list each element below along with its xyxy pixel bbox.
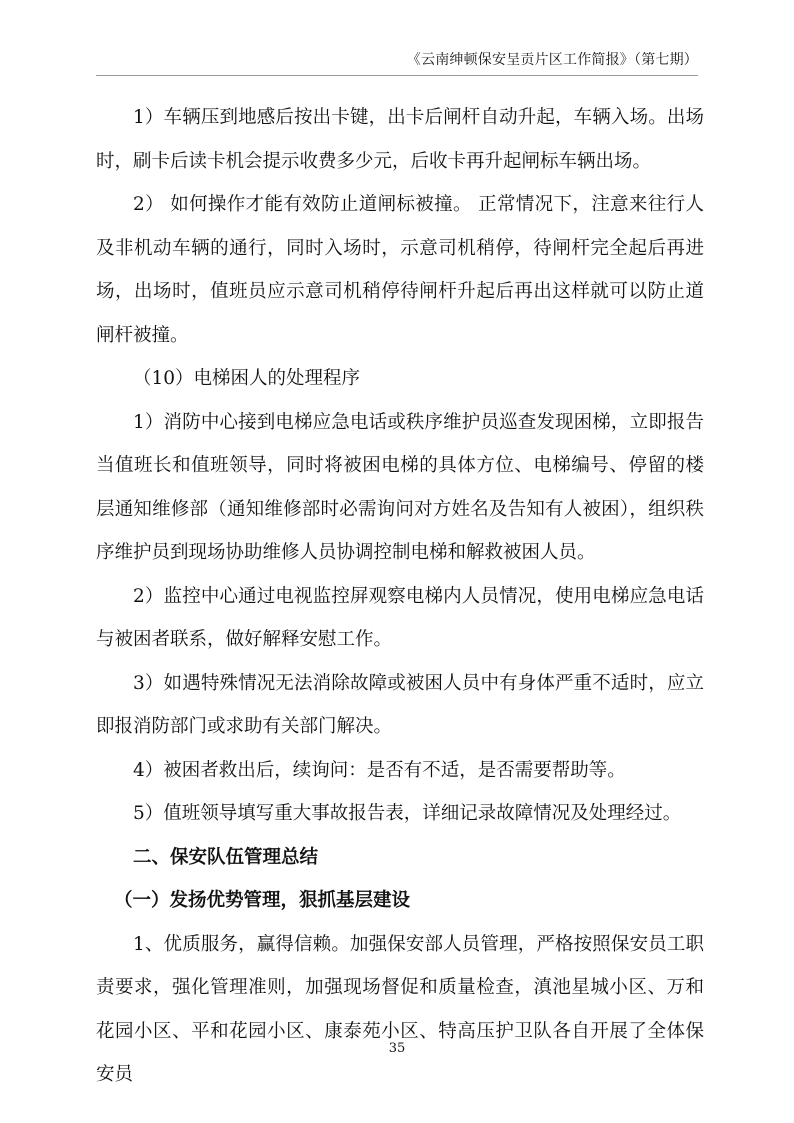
paragraph: 1）车辆压到地感后按出卡键，出卡后闸杆自动升起，车辆入场。出场时，刷卡后读卡机会提示收费多少元，后收卡再升起闸标车辆出场。 xyxy=(96,107,704,172)
paragraph: 1、优质服务，赢得信赖。加强保安部人员管理，严格按照保安员工职责要求，强化管理准则，加强现场督促和质量检查，滇池星城小区、万和花园小区、平和花园小区、康泰苑小区、特高压护卫队各自开展了全体保安员 xyxy=(96,933,704,1085)
subsection-heading: （一）发扬优势管理，狠抓基层建设 xyxy=(114,890,411,911)
paragraph: 4）被困者救出后，续询问：是否有不适，是否需要帮助等。 xyxy=(133,759,626,781)
paragraph: 3）如遇特殊情况无法消除故障或被困人员中有身体严重不适时，应立即报消防部门或求助有关部门解决。 xyxy=(96,672,704,737)
paragraph: 1）消防中心接到电梯应急电话或秩序维护员巡查发现困梯，立即报告当值班长和值班领导，同时将被困电梯的具体方位、电梯编号、停留的楼层通知维修部（通知维修部时必需询问对方姓名及告知有人被困），组织秩序维护员到现场协助维修人员协调控制电梯和解救被困人员。 xyxy=(96,411,704,563)
paragraph: 2） 如何操作才能有效防止道闸标被撞。 正常情况下，注意来往行人及非机动车辆的通行，同时入场时，示意司机稍停，待闸杆完全起后再进场，出场时，值班员应示意司机稍停待闸杆升起后再出这样就可以防止道闸杆被撞。 xyxy=(96,194,704,346)
page-header xyxy=(96,50,698,76)
running-title: 《云南绅顿保安呈贡片区工作简报》（第七期） xyxy=(406,52,698,68)
paragraph: 2）监控中心通过电视监控屏观察电梯内人员情况，使用电梯应急电话与被困者联系，做好解释安慰工作。 xyxy=(96,585,704,650)
paragraph: 5）值班领导填写重大事故报告表，详细记录故障情况及处理经过。 xyxy=(133,803,682,824)
document-body xyxy=(96,96,704,1097)
paragraph: （10）电梯困人的处理程序 xyxy=(133,368,361,389)
page-number: 35 xyxy=(388,1041,406,1056)
section-heading: 二、保安队伍管理总结 xyxy=(133,846,319,868)
